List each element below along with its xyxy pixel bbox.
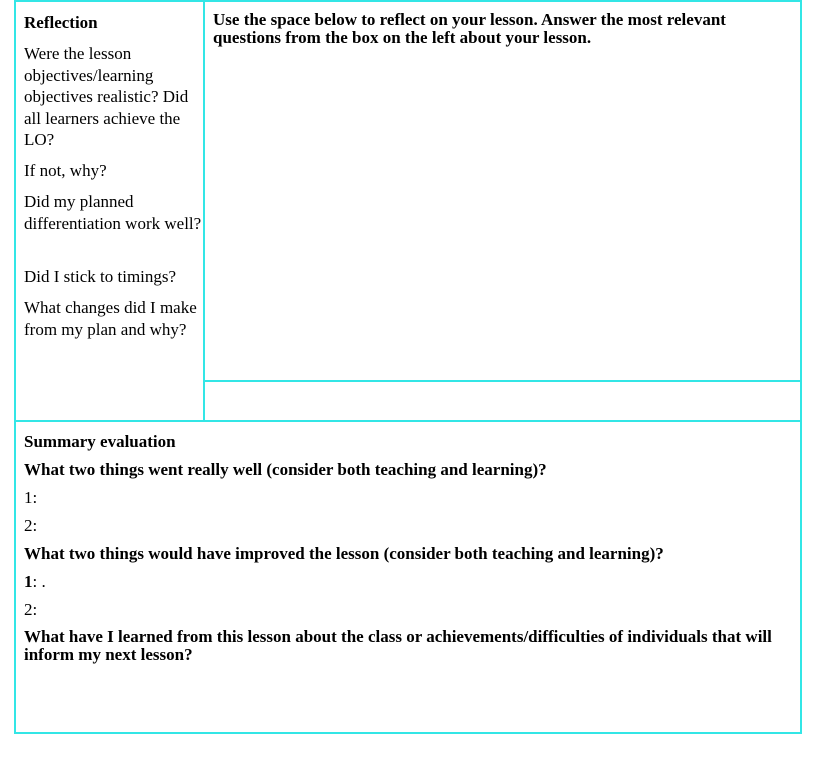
- went-well-answer-1[interactable]: 1:: [24, 488, 38, 507]
- summary-heading: Summary evaluation: [24, 432, 176, 451]
- improve-question: What two things would have improved the lesson (consider both teaching and learning)?: [24, 544, 664, 563]
- reflection-question-timings: Did I stick to timings?: [24, 267, 177, 286]
- learned-question: What have I learned from this lesson about the class or achievements/difficulties of individuals that will inform my next lesson?: [24, 627, 772, 664]
- reflection-question-if-not: If not, why?: [24, 161, 107, 180]
- went-well-question: What two things went really well (consider both teaching and learning)?: [24, 460, 547, 479]
- improve-answer-2[interactable]: 2:: [24, 600, 38, 619]
- reflection-heading: Reflection: [24, 13, 98, 32]
- went-well-answer-2[interactable]: 2:: [24, 516, 38, 535]
- reflection-instruction: Use the space below to reflect on your lesson. Answer the most relevant questions from the box on the left about your lesson.: [213, 10, 726, 47]
- improve-answer-1-number: 1: [24, 572, 33, 591]
- reflection-question-differentiation: Did my planned differentiation work well?: [24, 192, 202, 233]
- reflection-question-objectives: Were the lesson objectives/learning objectives realistic? Did all learners achieve the LO?: [24, 44, 189, 149]
- reflection-answer-cell[interactable]: [203, 0, 802, 382]
- reflection-question-changes: What changes did I make from my plan and why?: [24, 298, 197, 339]
- improve-answer-1[interactable]: [24, 571, 46, 593]
- reflection-empty-cell: [203, 380, 802, 422]
- improve-answer-1-text: : .: [32, 572, 46, 591]
